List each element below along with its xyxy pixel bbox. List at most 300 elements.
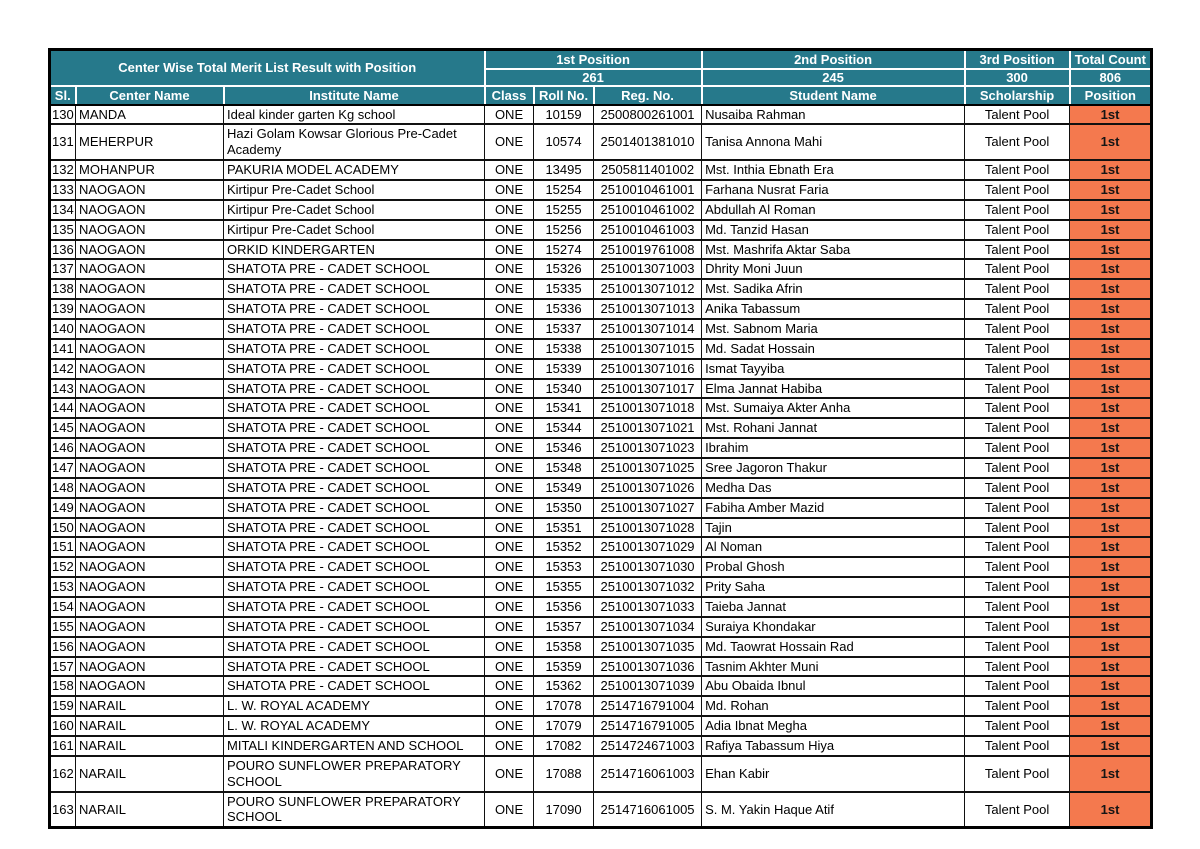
column-header-sl: Sl. <box>50 86 76 105</box>
table-body <box>50 105 1152 828</box>
cell-scholarship: Talent Pool <box>965 458 1070 478</box>
cell-sl: 136 <box>50 240 76 260</box>
cell-roll-no: 15352 <box>534 537 594 557</box>
cell-class: ONE <box>485 339 534 359</box>
cell-student-name: Md. Sadat Hossain <box>702 339 965 359</box>
cell-reg-no: 2510013071023 <box>594 438 702 458</box>
cell-position: 1st <box>1070 240 1152 260</box>
cell-scholarship: Talent Pool <box>965 438 1070 458</box>
table-row <box>50 696 1152 716</box>
cell-institute-name: ORKID KINDERGARTEN <box>224 240 485 260</box>
cell-position: 1st <box>1070 716 1152 736</box>
cell-reg-no: 2510013071016 <box>594 359 702 379</box>
cell-scholarship: Talent Pool <box>965 716 1070 736</box>
cell-reg-no: 2510013071012 <box>594 279 702 299</box>
cell-sl: 142 <box>50 359 76 379</box>
cell-class: ONE <box>485 577 534 597</box>
cell-roll-no: 17082 <box>534 736 594 756</box>
cell-scholarship: Talent Pool <box>965 299 1070 319</box>
cell-institute-name: Kirtipur Pre-Cadet School <box>224 200 485 220</box>
cell-sl: 145 <box>50 418 76 438</box>
cell-student-name: Tajin <box>702 518 965 538</box>
cell-sl: 163 <box>50 792 76 828</box>
cell-roll-no: 15346 <box>534 438 594 458</box>
cell-center-name: NAOGAON <box>76 200 224 220</box>
cell-institute-name: SHATOTA PRE - CADET SCHOOL <box>224 398 485 418</box>
cell-position: 1st <box>1070 379 1152 399</box>
table-row <box>50 299 1152 319</box>
cell-roll-no: 13495 <box>534 160 594 180</box>
cell-reg-no: 2505811401002 <box>594 160 702 180</box>
cell-class: ONE <box>485 792 534 828</box>
cell-class: ONE <box>485 259 534 279</box>
cell-roll-no: 15340 <box>534 379 594 399</box>
cell-institute-name: SHATOTA PRE - CADET SCHOOL <box>224 676 485 696</box>
cell-sl: 158 <box>50 676 76 696</box>
cell-center-name: NAOGAON <box>76 597 224 617</box>
column-header-institute-name: Institute Name <box>224 86 485 105</box>
merit-list-table <box>48 48 1153 829</box>
cell-institute-name: SHATOTA PRE - CADET SCHOOL <box>224 478 485 498</box>
table-row <box>50 220 1152 240</box>
table-row <box>50 279 1152 299</box>
cell-position: 1st <box>1070 220 1152 240</box>
cell-student-name: Rafiya Tabassum Hiya <box>702 736 965 756</box>
cell-sl: 147 <box>50 458 76 478</box>
cell-center-name: NAOGAON <box>76 617 224 637</box>
cell-class: ONE <box>485 200 534 220</box>
cell-institute-name: POURO SUNFLOWER PREPARATORY SCHOOL <box>224 792 485 828</box>
cell-student-name: Taieba Jannat <box>702 597 965 617</box>
cell-reg-no: 2514716061003 <box>594 756 702 792</box>
cell-position: 1st <box>1070 418 1152 438</box>
cell-sl: 133 <box>50 180 76 200</box>
cell-center-name: NARAIL <box>76 736 224 756</box>
cell-sl: 139 <box>50 299 76 319</box>
column-header-center-name: Center Name <box>76 86 224 105</box>
table-row <box>50 359 1152 379</box>
cell-student-name: Mst. Inthia Ebnath Era <box>702 160 965 180</box>
cell-roll-no: 15255 <box>534 200 594 220</box>
cell-student-name: S. M. Yakin Haque Atif <box>702 792 965 828</box>
cell-position: 1st <box>1070 676 1152 696</box>
cell-scholarship: Talent Pool <box>965 160 1070 180</box>
cell-class: ONE <box>485 498 534 518</box>
cell-center-name: NAOGAON <box>76 458 224 478</box>
cell-student-name: Md. Tanzid Hasan <box>702 220 965 240</box>
column-header-scholarship: Scholarship <box>965 86 1070 105</box>
cell-center-name: NAOGAON <box>76 676 224 696</box>
table-row <box>50 756 1152 792</box>
cell-institute-name: SHATOTA PRE - CADET SCHOOL <box>224 458 485 478</box>
cell-institute-name: SHATOTA PRE - CADET SCHOOL <box>224 498 485 518</box>
cell-institute-name: Ideal kinder garten Kg school <box>224 105 485 125</box>
cell-student-name: Md. Taowrat Hossain Rad <box>702 637 965 657</box>
cell-position: 1st <box>1070 617 1152 637</box>
cell-roll-no: 15335 <box>534 279 594 299</box>
cell-sl: 144 <box>50 398 76 418</box>
cell-position: 1st <box>1070 557 1152 577</box>
table-row <box>50 418 1152 438</box>
cell-roll-no: 15350 <box>534 498 594 518</box>
cell-student-name: Fabiha Amber Mazid <box>702 498 965 518</box>
cell-class: ONE <box>485 716 534 736</box>
cell-reg-no: 2500800261001 <box>594 105 702 125</box>
cell-center-name: NAOGAON <box>76 518 224 538</box>
cell-institute-name: SHATOTA PRE - CADET SCHOOL <box>224 359 485 379</box>
table-row <box>50 339 1152 359</box>
cell-roll-no: 17078 <box>534 696 594 716</box>
cell-sl: 149 <box>50 498 76 518</box>
cell-scholarship: Talent Pool <box>965 637 1070 657</box>
cell-roll-no: 17088 <box>534 756 594 792</box>
cell-position: 1st <box>1070 657 1152 677</box>
cell-student-name: Al Noman <box>702 537 965 557</box>
group-count-2nd-position: 245 <box>702 69 965 86</box>
cell-center-name: NAOGAON <box>76 438 224 458</box>
cell-class: ONE <box>485 637 534 657</box>
cell-institute-name: SHATOTA PRE - CADET SCHOOL <box>224 577 485 597</box>
table-row <box>50 716 1152 736</box>
cell-student-name: Tasnim Akhter Muni <box>702 657 965 677</box>
cell-reg-no: 2514716791004 <box>594 696 702 716</box>
cell-reg-no: 2510013071021 <box>594 418 702 438</box>
cell-roll-no: 10159 <box>534 105 594 125</box>
cell-position: 1st <box>1070 339 1152 359</box>
cell-institute-name: SHATOTA PRE - CADET SCHOOL <box>224 259 485 279</box>
table-row <box>50 617 1152 637</box>
cell-position: 1st <box>1070 180 1152 200</box>
cell-scholarship: Talent Pool <box>965 792 1070 828</box>
cell-roll-no: 15356 <box>534 597 594 617</box>
cell-institute-name: SHATOTA PRE - CADET SCHOOL <box>224 319 485 339</box>
cell-student-name: Mst. Rohani Jannat <box>702 418 965 438</box>
cell-position: 1st <box>1070 577 1152 597</box>
cell-student-name: Mst. Sabnom Maria <box>702 319 965 339</box>
cell-scholarship: Talent Pool <box>965 676 1070 696</box>
table-row <box>50 319 1152 339</box>
cell-scholarship: Talent Pool <box>965 359 1070 379</box>
cell-center-name: NAOGAON <box>76 577 224 597</box>
cell-roll-no: 15355 <box>534 577 594 597</box>
cell-reg-no: 2514716061005 <box>594 792 702 828</box>
cell-sl: 151 <box>50 537 76 557</box>
cell-center-name: MANDA <box>76 105 224 125</box>
cell-institute-name: SHATOTA PRE - CADET SCHOOL <box>224 637 485 657</box>
cell-class: ONE <box>485 478 534 498</box>
cell-scholarship: Talent Pool <box>965 557 1070 577</box>
cell-student-name: Suraiya Khondakar <box>702 617 965 637</box>
cell-roll-no: 15344 <box>534 418 594 438</box>
table-row <box>50 438 1152 458</box>
cell-student-name: Sree Jagoron Thakur <box>702 458 965 478</box>
cell-position: 1st <box>1070 105 1152 125</box>
cell-student-name: Adia Ibnat Megha <box>702 716 965 736</box>
cell-class: ONE <box>485 379 534 399</box>
cell-position: 1st <box>1070 597 1152 617</box>
cell-position: 1st <box>1070 279 1152 299</box>
cell-class: ONE <box>485 518 534 538</box>
cell-center-name: NARAIL <box>76 792 224 828</box>
cell-scholarship: Talent Pool <box>965 279 1070 299</box>
cell-class: ONE <box>485 438 534 458</box>
cell-student-name: Ismat Tayyiba <box>702 359 965 379</box>
cell-center-name: NARAIL <box>76 756 224 792</box>
cell-position: 1st <box>1070 398 1152 418</box>
cell-class: ONE <box>485 756 534 792</box>
cell-class: ONE <box>485 240 534 260</box>
cell-center-name: NAOGAON <box>76 478 224 498</box>
cell-scholarship: Talent Pool <box>965 105 1070 125</box>
cell-class: ONE <box>485 557 534 577</box>
cell-center-name: NAOGAON <box>76 319 224 339</box>
cell-institute-name: SHATOTA PRE - CADET SCHOOL <box>224 597 485 617</box>
cell-center-name: NAOGAON <box>76 657 224 677</box>
cell-sl: 130 <box>50 105 76 125</box>
cell-center-name: NARAIL <box>76 696 224 716</box>
cell-center-name: NAOGAON <box>76 299 224 319</box>
cell-position: 1st <box>1070 319 1152 339</box>
cell-reg-no: 2510013071015 <box>594 339 702 359</box>
cell-student-name: Prity Saha <box>702 577 965 597</box>
cell-scholarship: Talent Pool <box>965 240 1070 260</box>
cell-position: 1st <box>1070 756 1152 792</box>
cell-reg-no: 2510013071035 <box>594 637 702 657</box>
cell-reg-no: 2510013071039 <box>594 676 702 696</box>
cell-roll-no: 15256 <box>534 220 594 240</box>
cell-scholarship: Talent Pool <box>965 319 1070 339</box>
cell-sl: 140 <box>50 319 76 339</box>
cell-student-name: Farhana Nusrat Faria <box>702 180 965 200</box>
cell-student-name: Probal Ghosh <box>702 557 965 577</box>
cell-reg-no: 2510013071036 <box>594 657 702 677</box>
cell-student-name: Abdullah Al Roman <box>702 200 965 220</box>
cell-position: 1st <box>1070 160 1152 180</box>
cell-class: ONE <box>485 458 534 478</box>
cell-student-name: Mst. Sadika Afrin <box>702 279 965 299</box>
cell-sl: 134 <box>50 200 76 220</box>
cell-scholarship: Talent Pool <box>965 498 1070 518</box>
cell-center-name: NAOGAON <box>76 418 224 438</box>
cell-institute-name: SHATOTA PRE - CADET SCHOOL <box>224 418 485 438</box>
cell-center-name: NAOGAON <box>76 359 224 379</box>
table-row <box>50 240 1152 260</box>
cell-reg-no: 2510013071025 <box>594 458 702 478</box>
group-count-3rd-position: 300 <box>965 69 1070 86</box>
cell-class: ONE <box>485 180 534 200</box>
cell-institute-name: SHATOTA PRE - CADET SCHOOL <box>224 617 485 637</box>
table-row <box>50 160 1152 180</box>
cell-institute-name: SHATOTA PRE - CADET SCHOOL <box>224 557 485 577</box>
table-header <box>50 50 1152 105</box>
cell-center-name: NAOGAON <box>76 259 224 279</box>
cell-student-name: Mst. Sumaiya Akter Anha <box>702 398 965 418</box>
cell-roll-no: 15348 <box>534 458 594 478</box>
cell-institute-name: SHATOTA PRE - CADET SCHOOL <box>224 279 485 299</box>
table-row <box>50 105 1152 125</box>
cell-reg-no: 2510010461002 <box>594 200 702 220</box>
cell-student-name: Nusaiba Rahman <box>702 105 965 125</box>
cell-reg-no: 2510013071017 <box>594 379 702 399</box>
cell-reg-no: 2510013071027 <box>594 498 702 518</box>
cell-center-name: NAOGAON <box>76 498 224 518</box>
cell-sl: 159 <box>50 696 76 716</box>
cell-position: 1st <box>1070 200 1152 220</box>
cell-student-name: Ibrahim <box>702 438 965 458</box>
cell-position: 1st <box>1070 124 1152 160</box>
cell-center-name: NAOGAON <box>76 279 224 299</box>
cell-class: ONE <box>485 160 534 180</box>
cell-scholarship: Talent Pool <box>965 259 1070 279</box>
cell-student-name: Tanisa Annona Mahi <box>702 124 965 160</box>
cell-institute-name: L. W. ROYAL ACADEMY <box>224 716 485 736</box>
cell-roll-no: 15341 <box>534 398 594 418</box>
cell-student-name: Elma Jannat Habiba <box>702 379 965 399</box>
cell-center-name: MOHANPUR <box>76 160 224 180</box>
cell-reg-no: 2510013071013 <box>594 299 702 319</box>
table-row <box>50 597 1152 617</box>
cell-institute-name: PAKURIA MODEL ACADEMY <box>224 160 485 180</box>
cell-sl: 155 <box>50 617 76 637</box>
cell-scholarship: Talent Pool <box>965 418 1070 438</box>
cell-institute-name: SHATOTA PRE - CADET SCHOOL <box>224 518 485 538</box>
group-count-1st-position: 261 <box>485 69 702 86</box>
cell-institute-name: SHATOTA PRE - CADET SCHOOL <box>224 339 485 359</box>
cell-scholarship: Talent Pool <box>965 478 1070 498</box>
cell-scholarship: Talent Pool <box>965 180 1070 200</box>
group-header-2nd-position: 2nd Position <box>702 50 965 69</box>
cell-position: 1st <box>1070 518 1152 538</box>
cell-position: 1st <box>1070 736 1152 756</box>
table-row <box>50 259 1152 279</box>
table-row <box>50 637 1152 657</box>
cell-center-name: NAOGAON <box>76 557 224 577</box>
cell-roll-no: 15359 <box>534 657 594 677</box>
cell-sl: 131 <box>50 124 76 160</box>
cell-scholarship: Talent Pool <box>965 200 1070 220</box>
cell-reg-no: 2510010461001 <box>594 180 702 200</box>
cell-student-name: Medha Das <box>702 478 965 498</box>
cell-scholarship: Talent Pool <box>965 379 1070 399</box>
cell-class: ONE <box>485 398 534 418</box>
table-row <box>50 200 1152 220</box>
cell-roll-no: 17090 <box>534 792 594 828</box>
cell-roll-no: 15337 <box>534 319 594 339</box>
cell-scholarship: Talent Pool <box>965 617 1070 637</box>
table-row <box>50 518 1152 538</box>
cell-sl: 141 <box>50 339 76 359</box>
merit-list-sheet <box>48 48 1153 829</box>
cell-center-name: NAOGAON <box>76 379 224 399</box>
cell-scholarship: Talent Pool <box>965 736 1070 756</box>
cell-reg-no: 2510013071034 <box>594 617 702 637</box>
group-header-3rd-position: 3rd Position <box>965 50 1070 69</box>
cell-institute-name: Hazi Golam Kowsar Glorious Pre-Cadet Academy <box>224 124 485 160</box>
group-header-total-count: Total Count <box>1070 50 1152 69</box>
cell-class: ONE <box>485 319 534 339</box>
cell-roll-no: 15274 <box>534 240 594 260</box>
cell-roll-no: 15349 <box>534 478 594 498</box>
cell-sl: 146 <box>50 438 76 458</box>
cell-sl: 162 <box>50 756 76 792</box>
cell-class: ONE <box>485 220 534 240</box>
cell-sl: 135 <box>50 220 76 240</box>
cell-sl: 132 <box>50 160 76 180</box>
cell-center-name: NAOGAON <box>76 398 224 418</box>
cell-reg-no: 2510013071018 <box>594 398 702 418</box>
cell-center-name: MEHERPUR <box>76 124 224 160</box>
cell-position: 1st <box>1070 637 1152 657</box>
cell-center-name: NARAIL <box>76 716 224 736</box>
cell-position: 1st <box>1070 478 1152 498</box>
cell-reg-no: 2510013071003 <box>594 259 702 279</box>
table-row <box>50 124 1152 160</box>
cell-scholarship: Talent Pool <box>965 220 1070 240</box>
column-header-position: Position <box>1070 86 1152 105</box>
cell-position: 1st <box>1070 537 1152 557</box>
table-row <box>50 736 1152 756</box>
cell-position: 1st <box>1070 498 1152 518</box>
cell-center-name: NAOGAON <box>76 339 224 359</box>
cell-roll-no: 15326 <box>534 259 594 279</box>
cell-reg-no: 2510013071033 <box>594 597 702 617</box>
column-header-student-name: Student Name <box>702 86 965 105</box>
cell-sl: 156 <box>50 637 76 657</box>
cell-student-name: Anika Tabassum <box>702 299 965 319</box>
cell-position: 1st <box>1070 458 1152 478</box>
cell-reg-no: 2514716791005 <box>594 716 702 736</box>
cell-position: 1st <box>1070 696 1152 716</box>
table-row <box>50 398 1152 418</box>
cell-institute-name: SHATOTA PRE - CADET SCHOOL <box>224 438 485 458</box>
cell-scholarship: Talent Pool <box>965 577 1070 597</box>
cell-class: ONE <box>485 418 534 438</box>
cell-scholarship: Talent Pool <box>965 756 1070 792</box>
cell-student-name: Mst. Mashrifa Aktar Saba <box>702 240 965 260</box>
cell-reg-no: 2510013071029 <box>594 537 702 557</box>
table-row <box>50 792 1152 828</box>
cell-sl: 137 <box>50 259 76 279</box>
column-header-class: Class <box>485 86 534 105</box>
cell-sl: 148 <box>50 478 76 498</box>
cell-class: ONE <box>485 124 534 160</box>
cell-position: 1st <box>1070 792 1152 828</box>
cell-roll-no: 15254 <box>534 180 594 200</box>
cell-roll-no: 15338 <box>534 339 594 359</box>
cell-roll-no: 15358 <box>534 637 594 657</box>
cell-reg-no: 2510013071014 <box>594 319 702 339</box>
cell-roll-no: 10574 <box>534 124 594 160</box>
cell-scholarship: Talent Pool <box>965 597 1070 617</box>
cell-sl: 138 <box>50 279 76 299</box>
cell-roll-no: 15357 <box>534 617 594 637</box>
cell-scholarship: Talent Pool <box>965 124 1070 160</box>
table-row <box>50 498 1152 518</box>
cell-institute-name: POURO SUNFLOWER PREPARATORY SCHOOL <box>224 756 485 792</box>
cell-institute-name: Kirtipur Pre-Cadet School <box>224 180 485 200</box>
column-header-roll-no: Roll No. <box>534 86 594 105</box>
cell-sl: 153 <box>50 577 76 597</box>
cell-roll-no: 15353 <box>534 557 594 577</box>
cell-roll-no: 17079 <box>534 716 594 736</box>
group-header-1st-position: 1st Position <box>485 50 702 69</box>
cell-class: ONE <box>485 597 534 617</box>
cell-reg-no: 2501401381010 <box>594 124 702 160</box>
cell-roll-no: 15339 <box>534 359 594 379</box>
cell-reg-no: 2514724671003 <box>594 736 702 756</box>
cell-sl: 161 <box>50 736 76 756</box>
cell-student-name: Dhrity Moni Juun <box>702 259 965 279</box>
